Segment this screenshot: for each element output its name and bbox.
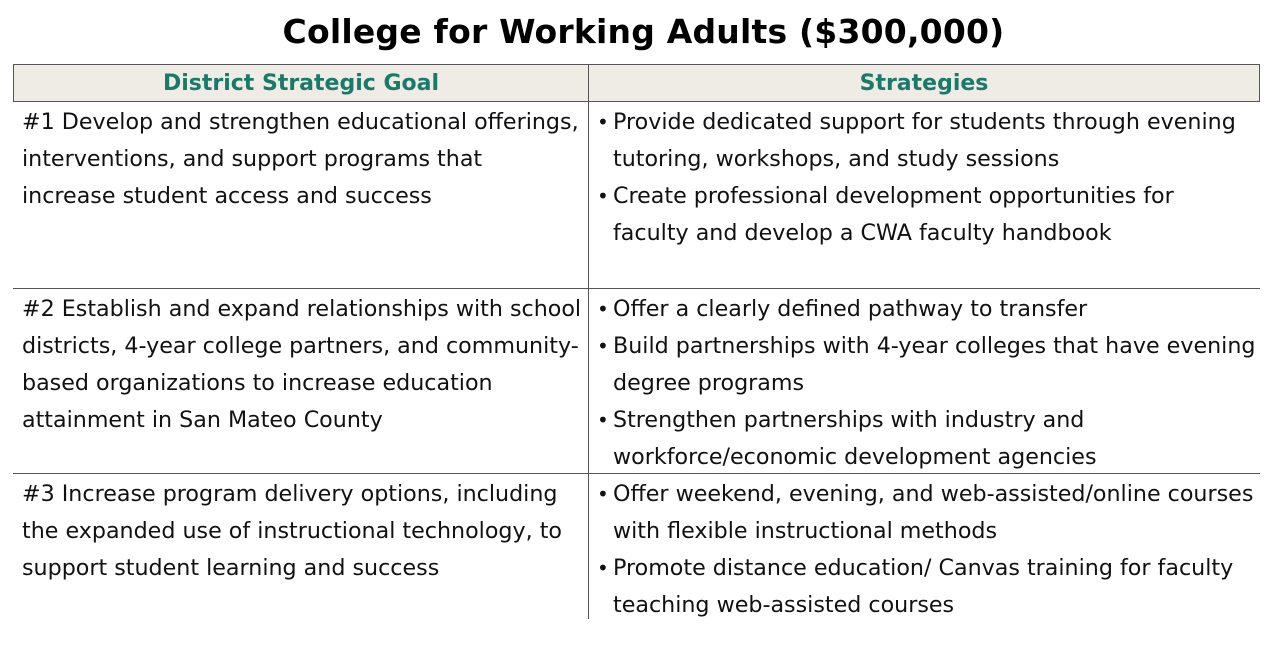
strategy-item bbox=[597, 550, 1256, 624]
page-title: College for Working Adults ($300,000) bbox=[282, 12, 1005, 51]
goal-cell: #1 Develop and strengthen educational offerings, interventions, and support programs that increase student access and success bbox=[13, 102, 589, 288]
strategy-item bbox=[597, 291, 1256, 328]
bullet-icon: • bbox=[597, 408, 609, 432]
strategy-item bbox=[597, 104, 1256, 178]
strategy-text: Provide dedicated support for students through evening tutoring, workshops, and study sessions bbox=[613, 109, 1236, 172]
strategy-text: Create professional development opportunities for faculty and develop a CWA faculty handbook bbox=[613, 183, 1174, 246]
table-row bbox=[13, 102, 1260, 288]
strategy-item bbox=[597, 476, 1256, 550]
goal-cell: #3 Increase program delivery options, including the expanded use of instructional technology, to support student learning and success bbox=[13, 474, 589, 619]
strategies-cell bbox=[589, 474, 1260, 619]
bullet-icon: • bbox=[597, 334, 609, 358]
strategies-cell bbox=[589, 102, 1260, 288]
bullet-icon: • bbox=[597, 556, 609, 580]
strategy-text: Offer a clearly defined pathway to transfer bbox=[613, 296, 1088, 322]
strategy-text: Build partnerships with 4-year colleges that have evening degree programs bbox=[613, 333, 1256, 396]
strategy-item bbox=[597, 328, 1256, 402]
header-district-strategic-goal: District Strategic Goal bbox=[14, 65, 589, 101]
goals-strategies-table bbox=[13, 64, 1260, 619]
strategy-text: Promote distance education/ Canvas training for faculty teaching web-assisted courses bbox=[613, 555, 1234, 618]
header-strategies: Strategies bbox=[859, 70, 989, 96]
bullet-icon: • bbox=[597, 297, 609, 321]
table-row bbox=[13, 288, 1260, 473]
table-header-row bbox=[13, 64, 1260, 102]
table-row bbox=[13, 473, 1260, 619]
bullet-icon: • bbox=[597, 184, 609, 208]
goal-cell: #2 Establish and expand relationships with school districts, 4-year college partners, and community-based organizations to increase education attainment in San Mateo County bbox=[13, 289, 589, 473]
bullet-icon: • bbox=[597, 482, 609, 506]
strategy-item bbox=[597, 178, 1256, 252]
strategies-cell bbox=[589, 289, 1260, 473]
strategy-text: Offer weekend, evening, and web-assisted/online courses with flexible instructional methods bbox=[613, 481, 1254, 544]
bullet-icon: • bbox=[597, 110, 609, 134]
strategy-text: Strengthen partnerships with industry and workforce/economic development agencies bbox=[613, 407, 1097, 470]
strategy-item bbox=[597, 402, 1256, 476]
